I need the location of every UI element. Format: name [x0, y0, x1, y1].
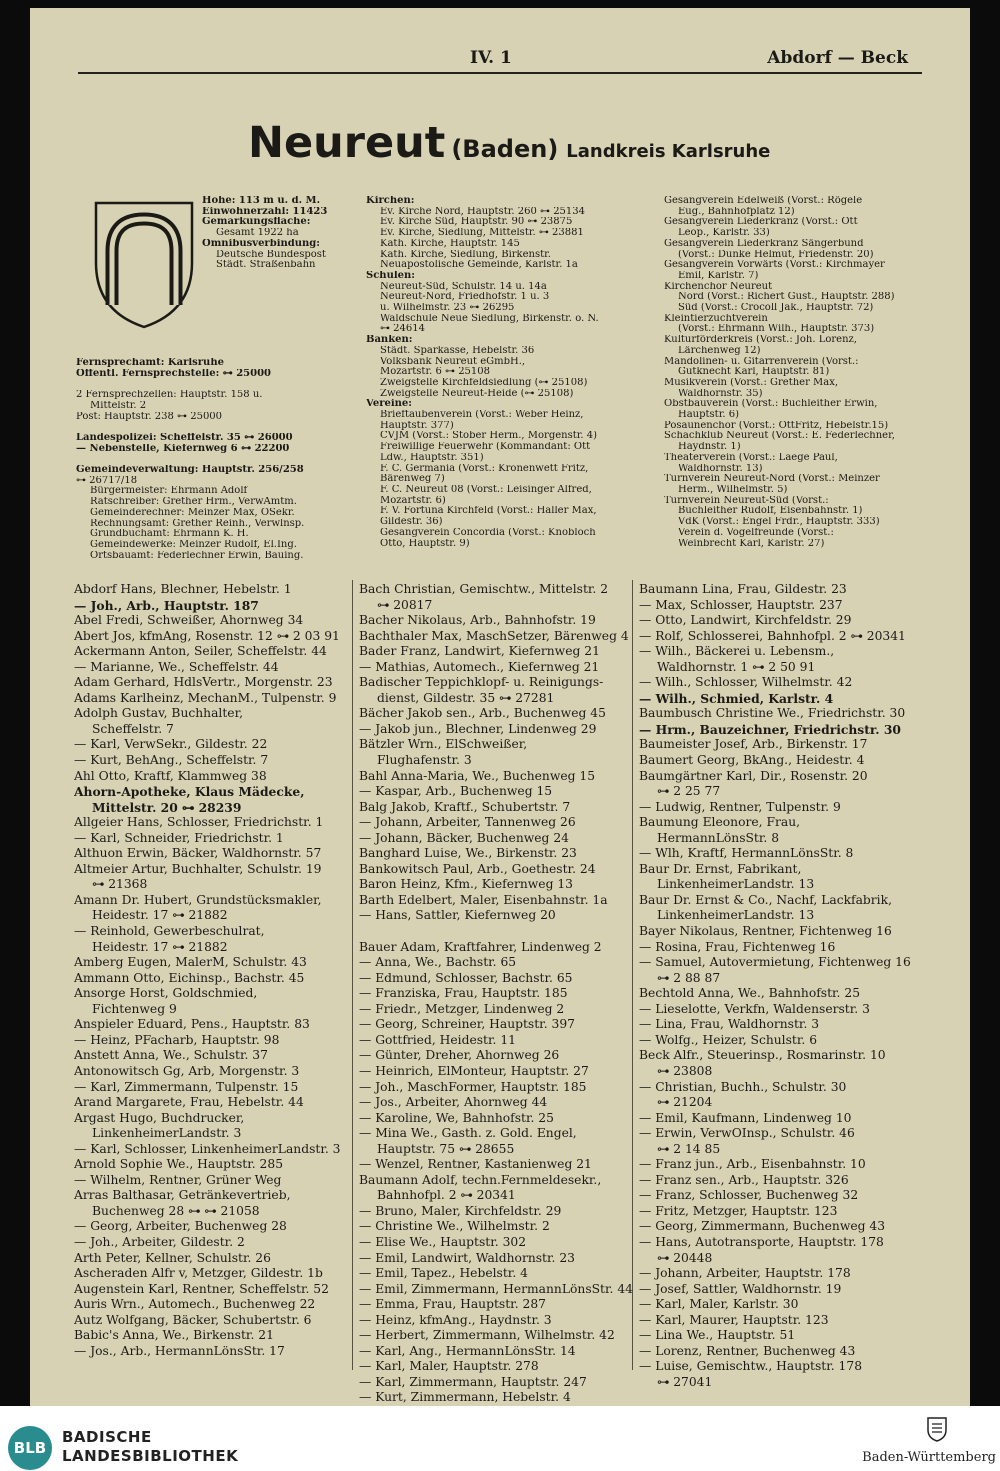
entry-line: ⊶ 2 25 77 — [657, 784, 721, 799]
town-services — [76, 358, 366, 561]
entry-line: Gutknecht Karl, Hauptstr. 81) — [678, 367, 830, 378]
entry-line: HermannLönsStr. 8 — [657, 830, 780, 845]
entry-line: Gesangverein Vorwärts (Vorst.: Kirchmayer — [664, 260, 885, 271]
entry-line: Allgeier Hans, Schlosser, Friedrichstr. 1 — [74, 815, 324, 830]
entry-line: — Samuel, Autovermietung, Fichtenweg 16 — [639, 955, 911, 970]
entry-line: — Hans, Autotransporte, Hauptstr. 178 — [639, 1234, 884, 1249]
page-number: IV. 1 — [470, 48, 512, 68]
entry-line: Ascheraden Alfr v, Metzger, Gildestr. 1b — [74, 1266, 323, 1281]
entry-line: — Lina, Frau, Waldhornstr. 3 — [639, 1017, 820, 1032]
entry-line: Augenstein Karl, Rentner, Scheffelstr. 52 — [74, 1281, 329, 1296]
entry-line: — Karl, Maler, Hauptstr. 278 — [359, 1359, 539, 1374]
entry-line: — Karl, VerwSekr., Gildestr. 22 — [74, 737, 268, 752]
institutions-list — [366, 196, 658, 549]
entry-line: Althuon Erwin, Bäcker, Waldhornstr. 57 — [74, 846, 322, 861]
entry-line: — Hans, Sattler, Kiefernweg 20 — [359, 908, 556, 923]
entry-line: F. C. Neureut 08 (Vorst.: Leisinger Alfred, — [380, 484, 592, 495]
entry-line: Neureut-Süd, Schulstr. 14 u. 14a — [380, 281, 547, 292]
entry-line: — Mathias, Automech., Kiefernweg 21 — [359, 659, 600, 674]
entry-line: Mandolinen- u. Gitarrenverein (Vorst.: — [664, 356, 859, 367]
footer-bar — [0, 1406, 1000, 1471]
state-label: Baden-Württemberg — [862, 1450, 996, 1465]
entry-line: Banken: — [366, 335, 413, 346]
entry-line: Buchenweg 28 ⊶ ⊶ 21058 — [92, 1203, 260, 1218]
entry-line: ⊶ 20448 — [657, 1250, 713, 1265]
entry-line: — Günter, Dreher, Ahornweg 26 — [359, 1048, 560, 1063]
entry-line: — Johann, Bäcker, Buchenweg 24 — [359, 830, 569, 845]
entry-line: — Johann, Arbeiter, Hauptstr. 178 — [639, 1266, 851, 1281]
library-name-line1: BADISCHE — [62, 1428, 152, 1446]
entry-line: Gesamt 1922 ha — [216, 228, 299, 239]
entry-line: — Wilh., Schmied, Karlstr. 4 — [639, 690, 834, 706]
entry-line: Brieftaubenverein (Vorst.: Weber Heinz, — [380, 410, 584, 421]
entry-line: — Lorenz, Rentner, Buchenweg 43 — [639, 1343, 856, 1358]
entry-line: Kath. Kirche, Hauptstr. 145 — [380, 238, 520, 249]
entry-line: F. V. Fortuna Kirchfeld (Vorst.: Haller Max, — [380, 506, 597, 517]
entry-line: Balg Jakob, Kraftf., Schubertstr. 7 — [359, 799, 571, 814]
entry-line: Waldhornstr. 13) — [678, 463, 763, 474]
entry-line: ⊶ 26717/18 — [76, 475, 138, 486]
entry-line: Neureut-Nord, Friedhofstr. 1 u. 3 — [380, 292, 550, 303]
entry-line: Bauer Adam, Kraftfahrer, Lindenweg 2 — [359, 939, 602, 954]
entry-line — [76, 379, 366, 390]
entry-line: Anspieler Eduard, Pens., Hauptstr. 83 — [74, 1017, 310, 1032]
entry-line: Auris Wrn., Automech., Buchenweg 22 — [74, 1297, 316, 1312]
entry-line: ⊶ 21204 — [657, 1095, 713, 1110]
entry-line: Buchleither Rudolf, Eisenbahnstr. 1) — [678, 506, 863, 517]
entry-line: Otto, Hauptstr. 9) — [380, 538, 470, 549]
entry-line: Arth Peter, Kellner, Schulstr. 26 — [74, 1250, 271, 1265]
entry-line: — Johann, Arbeiter, Tannenweg 26 — [359, 815, 576, 830]
entry-line: — Jos., Arb., HermannLönsStr. 17 — [74, 1343, 285, 1358]
entry-line: Gildestr. 36) — [380, 517, 443, 528]
entry-line: — Joh., Arb., Hauptstr. 187 — [74, 597, 259, 613]
entry-line: — Georg, Zimmermann, Buchenweg 43 — [639, 1219, 886, 1234]
entry-line: — Franz sen., Arb., Hauptstr. 326 — [639, 1172, 849, 1187]
entry-line: — Lina We., Hauptstr. 51 — [639, 1328, 796, 1343]
entry-line: — Wenzel, Rentner, Kastanienweg 21 — [359, 1157, 592, 1172]
directory-column-3 — [639, 582, 929, 1390]
entry-line: — Georg, Arbeiter, Buchenweg 28 — [74, 1219, 287, 1234]
header-rule — [78, 72, 922, 74]
directory-page — [30, 8, 970, 1406]
entry-line: — Karl, Maler, Karlstr. 30 — [639, 1297, 799, 1312]
entry-line: Flughafenstr. 3 — [377, 753, 472, 768]
entry-line: — Luise, Gemischtw., Hauptstr. 178 — [639, 1359, 863, 1374]
entry-line: Kulturförderkreis (Vorst.: Joh. Lorenz, — [664, 335, 857, 346]
entry-line: — Jakob jun., Blechner, Lindenweg 29 — [359, 721, 597, 736]
entry-line: — Karl, Maurer, Hauptstr. 123 — [639, 1312, 829, 1327]
entry-line: Bärenweg 7) — [380, 474, 445, 485]
entry-line: — Christine We., Wilhelmstr. 2 — [359, 1219, 550, 1234]
entry-line: Bätzler Wrn., ElSchweißer, — [359, 737, 528, 752]
entry-line: ⊶ 2 14 85 — [657, 1141, 721, 1156]
entry-line: Landespolizei: Scheffelstr. 35 ⊶ 26000 — [76, 432, 293, 443]
entry-line: — Franz, Schlosser, Buchenweg 32 — [639, 1188, 859, 1203]
entry-line: Ldw., Hauptstr. 351) — [380, 452, 484, 463]
entry-line: — Rolf, Schlosserei, Bahnhofpl. 2 ⊶ 20341 — [639, 628, 906, 643]
entry-line: — Emma, Frau, Hauptstr. 287 — [359, 1297, 546, 1312]
entry-line: — Lieselotte, Verkfn, Waldenserstr. 3 — [639, 1001, 870, 1016]
entry-line: Musikverein (Vorst.: Grether Max, — [664, 377, 839, 388]
entry-line: Lärchenweg 12) — [678, 345, 761, 356]
entry-line: Kirchen: — [366, 196, 415, 206]
state-crest-icon — [926, 1416, 948, 1442]
entry-line: Fernsprechamt: Karlsruhe — [76, 358, 224, 368]
entry-line: 2 Fernsprechzellen: Hauptstr. 158 u. — [76, 390, 263, 401]
entry-line: CVJM (Vorst.: Stober Herm., Morgenstr. 4) — [380, 431, 598, 442]
entry-line: Volksbank Neureut eGmbH., — [380, 356, 526, 367]
directory-column-1 — [74, 582, 350, 1359]
entry-line: F. C. Germania (Vorst.: Kronenwett Fritz, — [380, 463, 589, 474]
entry-line: Baumgärtner Karl, Dir., Rosenstr. 20 — [639, 768, 868, 783]
entry-line: — Karoline, We, Bahnhofstr. 25 — [359, 1110, 554, 1125]
entry-line: Hauptstr. 75 ⊶ 28655 — [377, 1141, 515, 1156]
entry-line: Baumann Adolf, techn.Fernmeldesekr., — [359, 1172, 602, 1187]
page-range-header: Abdorf — Beck — [767, 48, 908, 68]
entry-line: Arnold Sophie We., Hauptstr. 285 — [74, 1157, 284, 1172]
entry-line — [359, 924, 641, 940]
entry-line: Anstett Anna, We., Schulstr. 37 — [74, 1048, 268, 1063]
entry-line: — Anna, We., Bachstr. 65 — [359, 955, 517, 970]
entry-line: Baumeister Josef, Arb., Birkenstr. 17 — [639, 737, 868, 752]
entry-line: Baumert Georg, BkAng., Heidestr. 4 — [639, 753, 865, 768]
entry-line: Grundbuchamt: Ehrmann K. H. — [90, 529, 249, 540]
entry-line: Kirchenchor Neureut — [664, 281, 773, 292]
entry-line: Amberg Eugen, MalerM, Schulstr. 43 — [74, 955, 307, 970]
entry-line: Eug., Bahnhofplatz 12) — [678, 206, 795, 217]
entry-line: — Heinrich, ElMonteur, Hauptstr. 27 — [359, 1063, 589, 1078]
entry-line: Adams Karlheinz, MechanM., Tulpenstr. 9 — [74, 690, 337, 705]
entry-line: — Wilhelm, Rentner, Grüner Weg — [74, 1172, 282, 1187]
entry-line: Theaterverein (Vorst.: Laege Paul, — [664, 452, 838, 463]
entry-line: — Kurt, Zimmermann, Hebelstr. 4 — [359, 1390, 571, 1405]
entry-line: Ev. Kirche Süd, Hauptstr. 90 ⊶ 23875 — [380, 217, 573, 228]
entry-line: Schachklub Neureut (Vorst.: E. Federlechner, — [664, 431, 895, 442]
entry-line: VdK (Vorst.: Engel Frdr., Hauptstr. 333) — [678, 517, 880, 528]
entry-line: (Vorst.: Ehrmann Wilh., Hauptstr. 373) — [678, 324, 875, 335]
entry-line: Badischer Teppichklopf- u. Reinigungs- — [359, 675, 604, 690]
entry-line: — Kurt, BehAng., Scheffelstr. 7 — [74, 753, 269, 768]
entry-line: Abdorf Hans, Blechner, Hebelstr. 1 — [74, 582, 292, 596]
entry-line: Beck Alfr., Steuerinsp., Rosmarinstr. 10 — [639, 1048, 886, 1063]
entry-line: Gesangverein Edelweiß (Vorst.: Rögele — [664, 196, 863, 206]
entry-line: Mozartstr. 6 ⊶ 25108 — [380, 367, 491, 378]
entry-line: — Emil, Tapez., Hebelstr. 4 — [359, 1266, 528, 1281]
entry-line: Adolph Gustav, Buchhalter, — [74, 706, 244, 721]
entry-line: Bachthaler Max, MaschSetzer, Bärenweg 4 — [359, 628, 629, 643]
entry-line: ⊶ 24614 — [380, 324, 425, 335]
entry-line: Nord (Vorst.: Richert Gust., Hauptstr. 288) — [678, 292, 895, 303]
entry-line: — Franziska, Frau, Hauptstr. 185 — [359, 986, 568, 1001]
entry-line: Post: Hauptstr. 238 ⊶ 25000 — [76, 411, 223, 422]
entry-line: Arras Balthasar, Getränkevertrieb, — [74, 1188, 291, 1203]
entry-line: Ev. Kirche Nord, Hauptstr. 260 ⊶ 25134 — [380, 206, 586, 217]
entry-line: — Wlh, Kraftf, HermannLönsStr. 8 — [639, 846, 854, 861]
entry-line: Neuapostolische Gemeinde, Karlstr. 1a — [380, 260, 578, 271]
entry-line: dienst, Gildestr. 35 ⊶ 27281 — [377, 690, 555, 705]
entry-line: — Friedr., Metzger, Lindenweg 2 — [359, 1001, 565, 1016]
entry-line: Kleintierzuchtverein — [664, 313, 768, 324]
entry-line: Städt. Sparkasse, Hebelstr. 36 — [380, 345, 535, 356]
entry-line: Süd (Vorst.: Crocoll Jak., Hauptstr. 72) — [678, 303, 874, 314]
entry-line: Bahnhofpl. 2 ⊶ 20341 — [377, 1188, 516, 1203]
entry-line: Ev. Kirche, Siedlung, Mittelstr. ⊶ 23881 — [380, 228, 584, 239]
entry-line: — Wilh., Schlosser, Wilhelmstr. 42 — [639, 675, 853, 690]
entry-line: Baur Dr. Ernst, Fabrikant, — [639, 861, 802, 876]
entry-line: Amann Dr. Hubert, Grundstücksmakler, — [74, 892, 322, 907]
entry-line: Baumbusch Christine We., Friedrichstr. 30 — [639, 706, 906, 721]
entry-line: Gemeindeverwaltung: Hauptstr. 256/258 — [76, 465, 304, 476]
entry-line: Bader Franz, Landwirt, Kiefernweg 21 — [359, 644, 600, 659]
entry-line: Schulen: — [366, 270, 415, 281]
entry-line: — Max, Schlosser, Hauptstr. 237 — [639, 597, 843, 612]
entry-line: — Karl, Schlosser, LinkenheimerLandstr. 3 — [74, 1141, 341, 1156]
entry-line: Barth Edelbert, Maler, Eisenbahnstr. 1a — [359, 892, 608, 907]
entry-line: Ackermann Anton, Seiler, Scheffelstr. 44 — [74, 644, 327, 659]
entry-line: Ortsbauamt: Federlechner Erwin, Bauing. — [90, 550, 304, 561]
entry-line: — Karl, Ang., HermannLönsStr. 14 — [359, 1343, 576, 1358]
entry-line: (Vorst.: Dunke Helmut, Friedenstr. 20) — [678, 249, 874, 260]
column-divider — [352, 580, 353, 1370]
entry-line: Gemeindewerke: Meinzer Rudolf, El.Ing. — [90, 539, 297, 550]
entry-line: Vereine: — [366, 399, 412, 410]
directory-column-2 — [359, 582, 641, 1406]
entry-line: Obstbauverein (Vorst.: Buchleither Erwin, — [664, 399, 878, 410]
entry-line: ⊶ 27041 — [657, 1374, 713, 1389]
entry-line: Bahl Anna-Maria, We., Buchenweg 15 — [359, 768, 596, 783]
entry-line: — Herbert, Zimmermann, Wilhelmstr. 42 — [359, 1328, 615, 1343]
entry-line: Bechtold Anna, We., Bahnhofstr. 25 — [639, 986, 861, 1001]
entry-line: Mittelstr. 2 — [90, 400, 147, 411]
entry-line: Deutsche Bundespost — [216, 249, 326, 260]
entry-line: Banghard Luise, We., Birkenstr. 23 — [359, 846, 577, 861]
entry-line: Zweigstelle Neureut-Heide (⊶ 25108) — [380, 388, 574, 399]
entry-line: Abert Jos, kfmAng, Rosenstr. 12 ⊶ 2 03 91 — [74, 628, 340, 643]
entry-line: — Emil, Zimmermann, HermannLönsStr. 44 — [359, 1281, 633, 1296]
entry-line: Bächer Jakob sen., Arb., Buchenweg 45 — [359, 706, 606, 721]
entry-line: Posaunenchor (Vorst.: OttFritz, Hebelstr.15) — [664, 420, 889, 431]
entry-line: ⊶ 20817 — [377, 597, 433, 612]
entry-line: Hauptstr. 377) — [380, 420, 454, 431]
entry-line: Ahl Otto, Kraftf, Klammweg 38 — [74, 768, 267, 783]
entry-line: Baron Heinz, Kfm., Kiefernweg 13 — [359, 877, 574, 892]
entry-line: Mozartstr. 6) — [380, 495, 446, 506]
entry-line: Omnibusverbindung: — [202, 238, 320, 249]
entry-line: Mittelstr. 20 ⊶ 28239 — [92, 799, 242, 815]
entry-line: — Heinz, PFacharb, Hauptstr. 98 — [74, 1032, 280, 1047]
entry-line: — Bruno, Maler, Kirchfeldstr. 29 — [359, 1203, 562, 1218]
entry-line: Waldhornstr. 35) — [678, 388, 763, 399]
entry-line: ⊶ 21368 — [92, 877, 148, 892]
clubs-list — [664, 196, 952, 549]
entry-line: Zweigstelle Kirchfeldsiedlung (⊶ 25108) — [380, 377, 588, 388]
entry-line: — Karl, Schneider, Friedrichstr. 1 — [74, 830, 284, 845]
entry-line: — Erwin, VerwOInsp., Schulstr. 46 — [639, 1126, 855, 1141]
entry-line: Baumung Eleonore, Frau, — [639, 815, 801, 830]
entry-line: LinkenheimerLandstr. 13 — [657, 877, 815, 892]
entry-line: Freiwillige Feuerwehr (Kommandant: Ott — [380, 442, 591, 453]
entry-line: Emil, Karlstr. 7) — [678, 270, 759, 281]
town-name: Neureut — [248, 118, 446, 168]
entry-line: Ratschreiber: Grether Hrm., VerwAmtm. — [90, 497, 297, 508]
entry-line: — Otto, Landwirt, Kirchfeldstr. 29 — [639, 613, 852, 628]
entry-line: Leop., Karlstr. 33) — [678, 228, 770, 239]
entry-line: LinkenheimerLandstr. 3 — [92, 1126, 242, 1141]
entry-line: ⊶ 23808 — [657, 1063, 713, 1078]
library-name[interactable] — [62, 1428, 238, 1466]
entry-line: Adam Gerhard, HdlsVertr., Morgenstr. 23 — [74, 675, 333, 690]
entry-line: Antonowitsch Gg, Arb, Morgenstr. 3 — [74, 1063, 300, 1078]
entry-line: Hauptstr. 6) — [678, 410, 739, 421]
entry-line: — Karl, Zimmermann, Hauptstr. 247 — [359, 1374, 587, 1389]
entry-line: Bacher Nikolaus, Arb., Bahnhofstr. 19 — [359, 613, 596, 628]
entry-line: — Franz jun., Arb., Eisenbahnstr. 10 — [639, 1157, 866, 1172]
library-name-line2: LANDESBIBLIOTHEK — [62, 1447, 239, 1465]
entry-line: — Reinhold, Gewerbeschulrat, — [74, 924, 265, 939]
entry-line: — Emil, Kaufmann, Lindenweg 10 — [639, 1110, 852, 1125]
entry-line: Altmeier Artur, Buchhalter, Schulstr. 19 — [74, 861, 322, 876]
entry-line: — Emil, Landwirt, Waldhornstr. 23 — [359, 1250, 575, 1265]
district-name: Landkreis Karlsruhe — [566, 141, 771, 162]
entry-line: Städt. Straßenbahn — [216, 260, 316, 271]
entry-line: Verein d. Vogelfreunde (Vorst.: — [678, 527, 834, 538]
entry-line: Turnverein Neureut-Süd (Vorst.: — [664, 495, 829, 506]
entry-line: — Marianne, We., Scheffelstr. 44 — [74, 659, 279, 674]
entry-line: Waldhornstr. 1 ⊶ 2 50 91 — [657, 659, 816, 674]
entry-line: Heidestr. 17 ⊶ 21882 — [92, 939, 228, 954]
entry-line: — Fritz, Metzger, Hauptstr. 123 — [639, 1203, 838, 1218]
entry-line — [76, 422, 366, 433]
entry-line: Baur Dr. Ernst & Co., Nachf, Lackfabrik, — [639, 892, 892, 907]
entry-line: — Josef, Sattler, Waldhornstr. 19 — [639, 1281, 842, 1296]
entry-line: — Christian, Buchh., Schulstr. 30 — [639, 1079, 847, 1094]
blb-logo-icon[interactable]: BLB — [8, 1426, 52, 1470]
entry-line: — Rosina, Frau, Fichtenweg 16 — [639, 939, 836, 954]
coat-of-arms-icon — [88, 193, 200, 333]
entry-line: — Joh., Arbeiter, Gildestr. 2 — [74, 1234, 245, 1249]
entry-line: Gesangverein Concordia (Vorst.: Knobloch — [380, 527, 596, 538]
entry-line: — Kaspar, Arb., Buchenweg 15 — [359, 784, 553, 799]
entry-line: Kath. Kirche, Siedlung, Birkenstr. — [380, 249, 551, 260]
entry-line: Autz Wolfgang, Bäcker, Schubertstr. 6 — [74, 1312, 312, 1327]
entry-line: — Joh., MaschFormer, Hauptstr. 185 — [359, 1079, 587, 1094]
entry-line: — Jos., Arbeiter, Ahornweg 44 — [359, 1095, 548, 1110]
entry-line: ⊶ 2 88 87 — [657, 970, 721, 985]
entry-line: Baumann Lina, Frau, Gildestr. 23 — [639, 582, 847, 596]
entry-line: — Gottfried, Heidestr. 11 — [359, 1032, 516, 1047]
entry-line: — Hrm., Bauzeichner, Friedrichstr. 30 — [639, 721, 901, 737]
entry-line: Einwohnerzahl: 11423 — [202, 206, 328, 217]
entry-line — [76, 454, 366, 465]
entry-line: — Ludwig, Rentner, Tulpenstr. 9 — [639, 799, 841, 814]
entry-line: Ammann Otto, Eichinsp., Bachstr. 45 — [74, 970, 305, 985]
entry-line: — Wolfg., Heizer, Schulstr. 6 — [639, 1032, 818, 1047]
entry-line: — Heinz, kfmAng., Haydnstr. 3 — [359, 1312, 552, 1327]
entry-line: Weinbrecht Karl, Karlstr. 27) — [678, 538, 825, 549]
entry-line: Öffentl. Fernsprechstelle: ⊶ 25000 — [76, 368, 272, 379]
entry-line: — Edmund, Schlosser, Bachstr. 65 — [359, 970, 573, 985]
entry-line: — Karl, Zimmermann, Tulpenstr. 15 — [74, 1079, 299, 1094]
entry-line: Bankowitsch Paul, Arb., Goethestr. 24 — [359, 861, 596, 876]
page-title — [248, 118, 770, 168]
entry-line: Rechnungsamt: Grether Reinh., Verwlnsp. — [90, 518, 305, 529]
entry-line: — Mina We., Gasth. z. Gold. Engel, — [359, 1126, 577, 1141]
entry-line: Argast Hugo, Buchdrucker, — [74, 1110, 245, 1125]
entry-line: Fichtenweg 9 — [92, 1001, 177, 1016]
entry-line: Gesangverein Liederkranz Sängerbund — [664, 238, 864, 249]
entry-line: u. Wilhelmstr. 23 ⊶ 26295 — [380, 303, 515, 314]
entry-line: LinkenheimerLandstr. 13 — [657, 908, 815, 923]
entry-line: — Elise We., Hauptstr. 302 — [359, 1234, 527, 1249]
entry-line: Bürgermeister: Ehrmann Adolf — [90, 486, 248, 497]
entry-line: Turnverein Neureut-Nord (Vorst.: Meinzer — [664, 474, 880, 485]
entry-line: Ahorn-Apotheke, Klaus Mädecke, — [74, 784, 305, 800]
entry-line: Waldschule Neue Siedlung, Birkenstr. o. N. — [380, 313, 599, 324]
entry-line: Bayer Nikolaus, Rentner, Fichtenweg 16 — [639, 924, 892, 939]
entry-line: Abel Fredi, Schweißer, Ahornweg 34 — [74, 613, 304, 628]
entry-line: Ansorge Horst, Goldschmied, — [74, 986, 258, 1001]
entry-line: Herm., Wilhelmstr. 5) — [678, 484, 788, 495]
entry-line: — Georg, Schreiner, Hauptstr. 397 — [359, 1017, 575, 1032]
entry-line: Höhe: 113 m ü. d. M. — [202, 196, 321, 206]
entry-line: Gemarkungsfläche: — [202, 217, 311, 228]
entry-line: Scheffelstr. 7 — [92, 721, 174, 736]
entry-line: Arand Margarete, Frau, Hebelstr. 44 — [74, 1095, 304, 1110]
town-state: (Baden) — [451, 135, 559, 163]
entry-line: Heidestr. 17 ⊶ 21882 — [92, 908, 228, 923]
entry-line: Bach Christian, Gemischtw., Mittelstr. 2 — [359, 582, 609, 596]
entry-line: Haydnstr. 1) — [678, 442, 741, 453]
entry-line: — Nebenstelle, Kiefernweg 6 ⊶ 22200 — [76, 443, 290, 454]
entry-line: Gesangverein Liederkranz (Vorst.: Ott — [664, 217, 858, 228]
entry-line: — Wilh., Bäckerei u. Lebensm., — [639, 644, 835, 659]
town-facts — [202, 196, 360, 271]
entry-line: Gemeinderechner: Meinzer Max, OSekr. — [90, 507, 295, 518]
entry-line: Babic's Anna, We., Birkenstr. 21 — [74, 1328, 274, 1343]
